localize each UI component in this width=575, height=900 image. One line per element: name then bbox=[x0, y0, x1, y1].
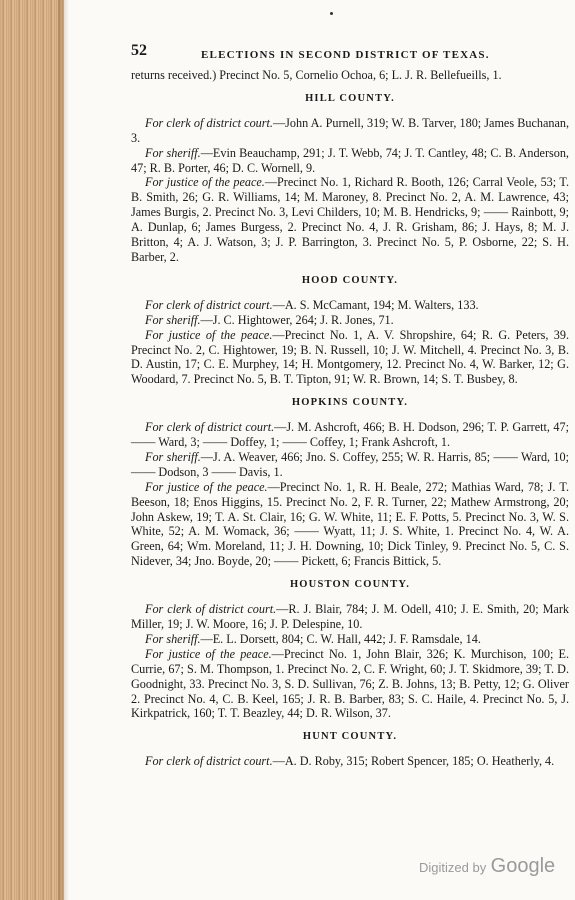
election-entry bbox=[131, 328, 569, 388]
office-label: For clerk of district court. bbox=[145, 297, 273, 312]
election-entry bbox=[131, 298, 569, 313]
county-heading: HUNT COUNTY. bbox=[302, 731, 398, 743]
election-entry bbox=[131, 480, 569, 569]
office-label: For sheriff. bbox=[145, 449, 201, 464]
election-entry bbox=[131, 754, 569, 769]
election-entry bbox=[131, 450, 569, 480]
office-label: For clerk of district court. bbox=[145, 420, 275, 435]
page-content bbox=[131, 44, 569, 769]
page-number: 52 bbox=[131, 42, 147, 59]
page-gutter-shadow bbox=[58, 0, 70, 900]
county-heading: HOOD COUNTY. bbox=[301, 274, 399, 286]
watermark-prefix: Digitized by bbox=[419, 860, 487, 875]
office-label: For justice of the peace. bbox=[145, 646, 272, 661]
election-entry bbox=[131, 313, 569, 328]
county-sections bbox=[131, 92, 569, 769]
election-entry bbox=[131, 146, 569, 176]
office-label: For sheriff. bbox=[145, 631, 201, 646]
digitized-watermark bbox=[419, 855, 555, 878]
office-label: For justice of the peace. bbox=[145, 479, 268, 494]
continuation-paragraph: returns received.) Precinct No. 5, Cornelio Ochoa, 6; L. J. R. Bellefueills, 1. bbox=[131, 68, 502, 82]
election-results: —A. S. McCamant, 194; M. Walters, 133. bbox=[272, 297, 479, 312]
election-entry bbox=[131, 647, 569, 722]
election-results: —J. A. Weaver, 466; Jno. S. Coffey, 255; W. R. Harris, 85; —— Ward, 10; —— Dodson, 3 —— Davis, 1. bbox=[131, 449, 569, 479]
election-results: —John A. Purnell, 319; W. B. Tarver, 180; James Buchanan, 3. bbox=[131, 115, 569, 145]
office-label: For clerk of district court. bbox=[145, 754, 273, 769]
watermark-brand: Google bbox=[490, 855, 556, 877]
election-entry bbox=[131, 632, 569, 647]
county-heading: HOUSTON COUNTY. bbox=[289, 579, 411, 591]
ink-speck bbox=[330, 12, 333, 15]
office-label: For sheriff. bbox=[145, 145, 201, 160]
county-heading: HOPKINS COUNTY. bbox=[291, 397, 409, 409]
office-label: For justice of the peace. bbox=[145, 175, 265, 190]
office-label: For clerk of district court. bbox=[145, 602, 277, 617]
election-results: —Precinct No. 1, A. V. Shropshire, 64; R. G. Peters, 39. Precinct No. 2, C. Hightower, 19; B. N. Russell, 10; J. W. Mitchell, 4. Precinct No. 3, B. D. Austin, 17; C. E. Murphey, 14; H. Montgomery, 12. Precinct No. 4, W. Barker, 12; G. Woodard, 7. Precinct No. 5, B. T. Tipton, 91; W. R. Brown, 14; S. T. Busbey, 8. bbox=[131, 327, 569, 387]
election-entry bbox=[131, 602, 569, 632]
election-entry bbox=[131, 420, 569, 450]
county-heading: HILL COUNTY. bbox=[305, 92, 395, 104]
election-entry bbox=[131, 116, 569, 146]
election-results: —J. M. Ashcroft, 466; B. H. Dodson, 296; T. P. Garrett, 47; —— Ward, 3; —— Doffey, 1; —— Coffey, 1; Frank Ashcroft, 1. bbox=[131, 420, 569, 450]
office-label: For sheriff. bbox=[145, 312, 201, 327]
office-label: For justice of the peace. bbox=[145, 327, 273, 342]
page-header bbox=[131, 44, 569, 64]
election-results: —Evin Beauchamp, 291; J. T. Webb, 74; J. T. Cantley, 48; C. B. Anderson, 47; R. B. Porter, 46; D. C. Wornell, 9. bbox=[131, 145, 569, 175]
office-label: For clerk of district court. bbox=[145, 115, 273, 130]
running-title: ELECTIONS IN SECOND DISTRICT OF TEXAS. bbox=[201, 49, 490, 61]
election-results: —Precinct No. 1, R. H. Beale, 272; Mathias Ward, 78; J. T. Beeson, 18; Enos Higgins, 15. Precinct No. 2, F. R. Turner, 22; Mathew Armstrong, 20; John Askew, 19; T. A. St. Clair, 16; G. W. White, 11; E. F. Potts, 5. Precinct No. 3, W. S. White, 52; A. M. Womack, 36; —— Wyatt, 11; J. S. White, 1. Precinct No. 4, W. A. Green, 64; Wm. Moreland, 11; J. H. Downing, 10; Dick Tinley, 9. Precinct No. 5, C. S. Nidever, 34; Jno. Boyde, 20; —— Pickett, 6; Francis Bittick, 5. bbox=[131, 479, 569, 569]
election-results: —Precinct No. 1, Richard R. Booth, 126; Carral Veole, 53; T. B. Smith, 26; G. R. Williams, 14; M. Maroney, 8. Precinct No. 2, A. M. Lawrence, 43; James Burgis, 2. Precinct No. 3, Levi Childers, 10; M. B. Hendricks, 9; —— Rainbott, 9; A. Dunlap, 6; James Burgess, 2. Precinct No. 4, J. R. Grisham, 86; J. Hays, 8; M. J. Britton, 4; A. J. Watson, 3; J. P. Barrington, 3. Precinct No. 5, P. Osborne, 22; S. H. Barber, 2. bbox=[131, 175, 569, 264]
election-results: —E. L. Dorsett, 804; C. W. Hall, 442; J. F. Ramsdale, 14. bbox=[200, 631, 481, 646]
election-entry bbox=[131, 175, 569, 264]
election-results: —Precinct No. 1, John Blair, 326; K. Murchison, 100; E. Currie, 67; S. M. Thompson, 1. Precinct No. 2, C. F. Wright, 60; J. T. Skidmore, 39; T. D. Goodnight, 33. Precinct No. 3, S. D. Sullivan, 76; Z. B. Johns, 13; B. Petty, 12; G. Oliver 2. Precinct No. 4, C. B. Keel, 165; J. R. B. Barber, 83; S. C. Haile, 4. Precinct No. 5, J. Kirkpatrick, 160; T. T. Beazley, 44; D. R. Wilson, 37. bbox=[131, 646, 569, 721]
election-results: —R. J. Blair, 784; J. M. Odell, 410; J. E. Smith, 20; Mark Miller, 19; J. W. Moore, 16; J. P. Delespine, 10. bbox=[131, 602, 569, 631]
book-page-edge bbox=[0, 0, 64, 900]
election-results: —A. D. Roby, 315; Robert Spencer, 185; O. Heatherly, 4. bbox=[272, 754, 555, 769]
election-results: —J. C. Hightower, 264; J. R. Jones, 71. bbox=[200, 312, 394, 327]
